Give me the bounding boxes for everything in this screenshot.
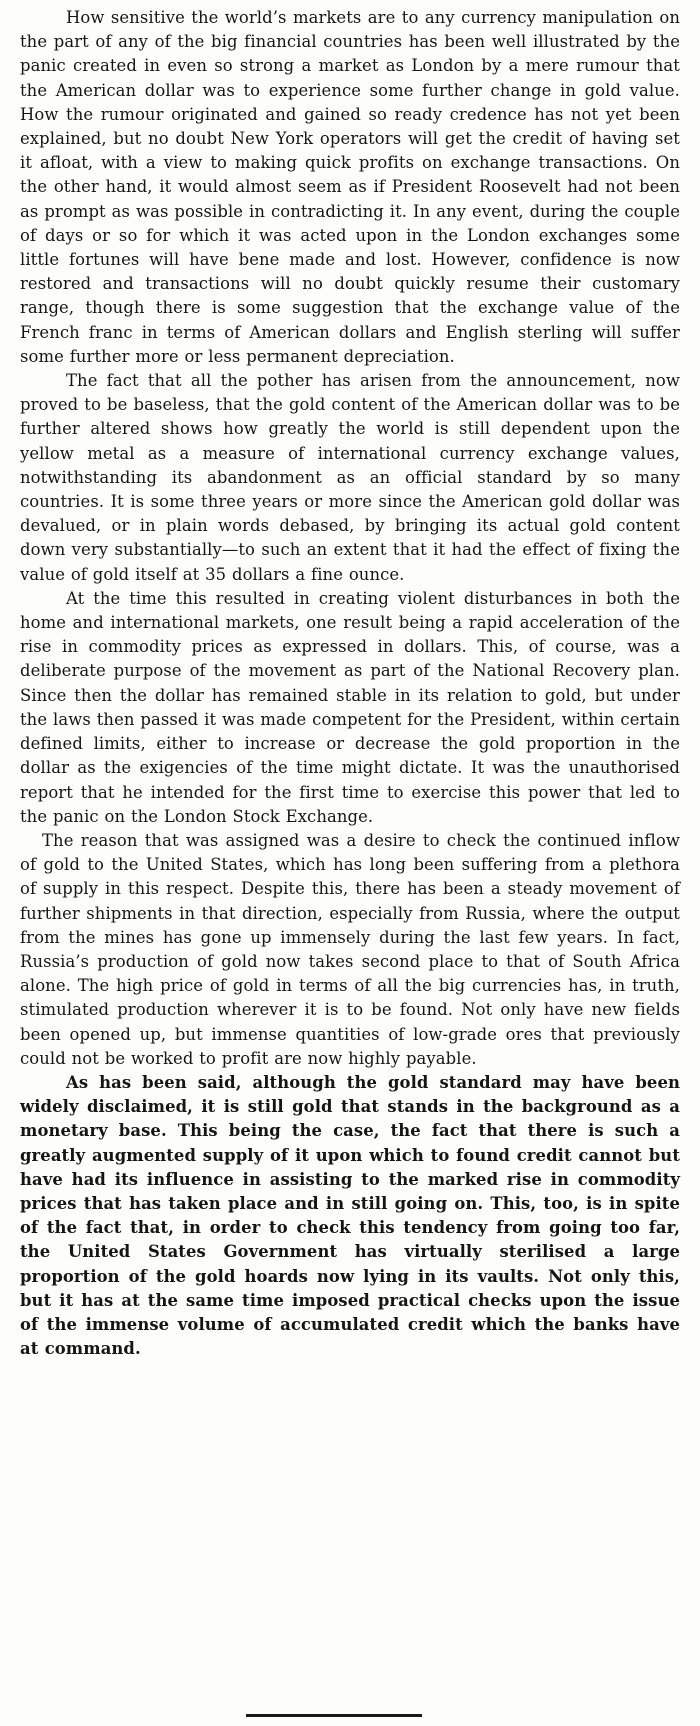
article-paragraph-1: How sensitive the world’s markets are to any currency manipulation on the part of any of the big financial countries has been well illustrated by the panic created in even so strong a market as London by a mere rumour that the American dollar was to experience some further change in gold value. How the rumour originated and gained so ready credence has not yet been explained, but no doubt New York operators will get the credit of having set it afloat, with a view to making quick profits on exchange transactions. On the other hand, it would almost seem as if President Roosevelt had not been as prompt as was possible in contradicting it. In any event, during the couple of days or so for which it was acted upon in the London exchanges some little fortunes will have bene made and lost. However, confidence is now restored and transactions will no doubt quickly resume their customary range, though there is some suggestion that the exchange value of the French franc in terms of American dollars and English sterling will suffer some further more or less permanent depreciation. xyxy=(20,8,680,366)
article-paragraph-2: The fact that all the pother has arisen from the announcement, now proved to be baseless, that the gold content of the American dollar was to be further altered shows how greatly the world is still dependent upon the yellow metal as a measure of international currency exchange values, notwithstanding its abandonment as an official standard by so many countries. It is some three years or more since the American gold dollar was devalued, or in plain words debased, by bringing its actual gold content down very substantially—to such an extent that it had the effect of fixing the value of gold itself at 35 dollars a fine ounce. xyxy=(20,371,680,584)
section-end-rule xyxy=(246,1714,422,1717)
article-paragraph-5: As has been said, although the gold standard may have been widely disclaimed, it is still gold that stands in the background as a monetary base. This being the case, the fact that there is such a greatly augmented supply of it upon which to found credit cannot but have had its influence in assisting to the marked rise in commodity prices that has taken place and in still going on. This, too, is in spite of the fact that, in order to check this tendency from going too far, the United States Government has virtually sterilised a large proportion of the gold hoards now lying in its vaults. Not only this, but it has at the same time imposed practical checks upon the issue of the immense volume of accumulated credit which the banks have at command. xyxy=(20,1072,680,1359)
article-column xyxy=(20,6,680,1361)
article-paragraph-3: At the time this resulted in creating violent disturbances in both the home and international markets, one result being a rapid acceleration of the rise in commodity prices as expressed in dollars. This, of course, was a deliberate purpose of the movement as part of the National Recovery plan. Since then the dollar has remained stable in its relation to gold, but under the laws then passed it was made competent for the President, within certain defined limits, either to increase or decrease the gold proportion in the dollar as the exigencies of the time might dictate. It was the unauthorised report that he intended for the first time to exercise this power that led to the panic on the London Stock Exchange. xyxy=(20,588,680,826)
article-paragraph-4: The reason that was assigned was a desire to check the continued inflow of gold to the United States, which has long been suffering from a plethora of supply in this respect. Despite this, there has been a steady movement of further shipments in that direction, especially from Russia, where the output from the mines has gone up immensely during the last few years. In fact, Russia’s production of gold now takes second place to that of South Africa alone. The high price of gold in terms of all the big currencies has, in truth, stimulated production wherever it is to be found. Not only have new fields been opened up, but immense quantities of low-grade ores that previously could not be worked to profit are now highly payable. xyxy=(20,830,680,1068)
